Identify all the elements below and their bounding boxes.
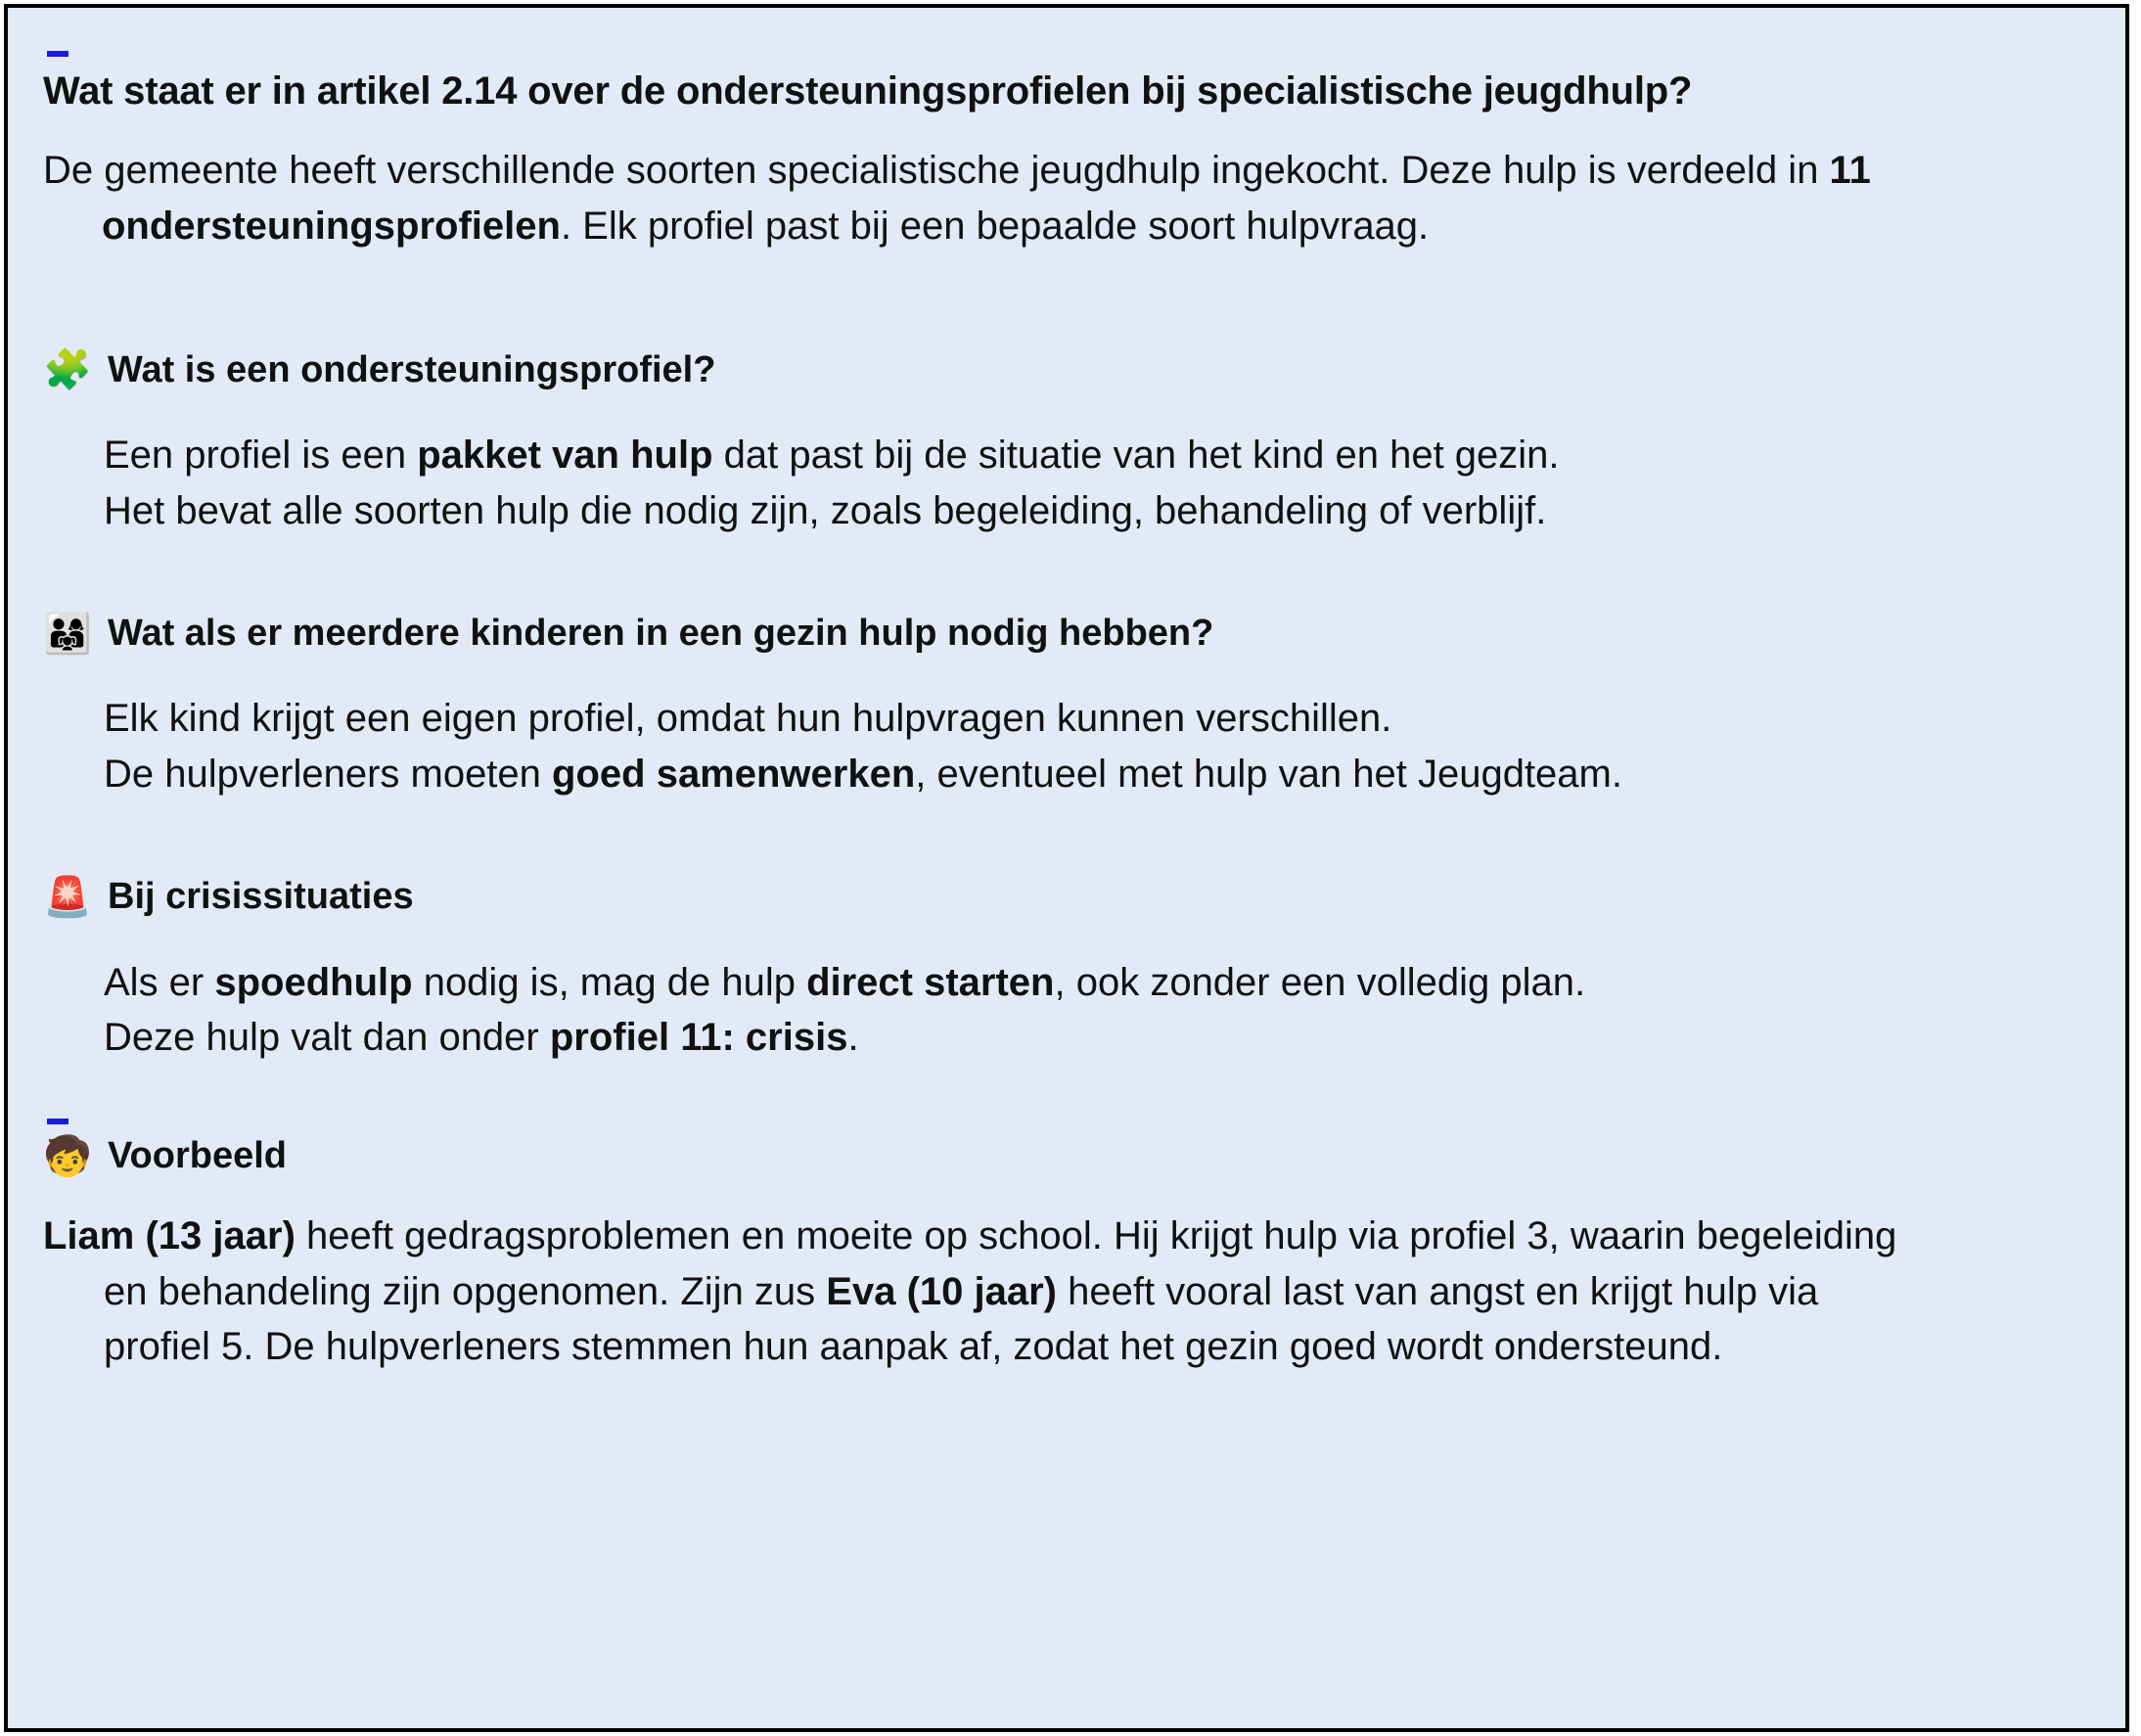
spacer [43,802,2074,875]
s3-l2-a: Deze hulp valt dan onder [104,1016,550,1060]
top-accent-dash [47,51,68,57]
section-heading-label: Wat is een ondersteuningsprofiel? [108,348,716,390]
spacer [43,1066,2074,1113]
s3-l2-b: . [847,1016,859,1060]
s2-l2-a: De hulpverleners moeten [104,753,553,797]
s3-l2-bold: profiel 11: crisis [549,1016,848,1060]
lead-text-b: . Elk profiel past bij een bepaalde soort hulpvraag. [560,204,1430,248]
section-heading-crisissituaties [43,875,2074,920]
lead-text-a: De gemeente heeft verschillende soorten specialistische jeugdhulp ingekocht. Deze hulp is verdeeld in [43,149,1830,192]
rotating-light-icon: 🚨 [43,874,92,920]
lead-profiles-bold: ondersteuningsprofielen [102,204,561,248]
family-icon: 👨‍👩‍👧 [43,611,92,657]
s1-l1-bold: pakket van hulp [417,434,713,478]
ex-l2-a: en behandeling zijn opgenomen. Zijn zus [104,1269,827,1313]
ex-l1-bold: Liam (13 jaar) [43,1213,296,1257]
ex-l2-b: heeft vooral last van angst en krijgt hulp via [1056,1269,1819,1313]
ex-l2-bold: Eva (10 jaar) [826,1269,1057,1313]
s1-l1-a: Een profiel is een [104,434,418,478]
s2-l2-b: , eventueel met hulp van het Jeugdteam. [915,753,1622,797]
s3-l1-bold2: direct starten [806,960,1055,1004]
s2-l1: Elk kind krijgt een eigen profiel, omdat hun hulpvragen kunnen verschillen. [104,697,1392,741]
s3-l1-bold1: spoedhulp [214,960,413,1004]
s2-l2-bold: goed samenwerken [552,753,916,797]
ex-l3: profiel 5. De hulpverleners stemmen hun aanpak af, zodat het gezin goed wordt ondersteund. [104,1325,1723,1369]
section-body-crisissituaties [43,955,2074,1067]
section-heading-label: Wat als er meerdere kinderen in een gezin hulp nodig hebben? [108,612,1214,654]
s3-l1-mid: nodig is, mag de hulp [412,960,807,1004]
s3-l1-a: Als er [104,960,215,1004]
s3-l1-b: , ook zonder een volledig plan. [1054,960,1586,1004]
lead-paragraph [43,143,2059,254]
page-title: Wat staat er in artikel 2.14 over de ondersteuningsprofielen bij specialistische jeugdhulp? [43,69,1693,113]
section-heading-ondersteuningsprofiel [43,348,2074,393]
section-heading-label: Bij crisissituaties [108,875,414,917]
example-accent-dash [47,1119,68,1124]
section-heading-label: Voorbeeld [108,1135,287,1177]
s1-l2: Het bevat alle soorten hulp die nodig zijn, zoals begeleiding, behandeling of verblijf. [104,488,1547,532]
child-face-icon: 🧒 [43,1133,92,1179]
spacer [43,539,2074,612]
lead-count-bold: 11 [1829,149,1871,192]
example-paragraph [43,1209,2069,1375]
document-card [4,4,2129,1732]
section-heading-meerdere-kinderen [43,612,2074,657]
puzzle-piece-icon: 🧩 [43,347,92,393]
section-heading-voorbeeld [43,1134,2074,1179]
ex-l1-rest: heeft gedragsproblemen en moeite op school. Hij krijgt hulp via profiel 3, waarin begeleiding [295,1213,1897,1257]
section-body-meerdere-kinderen [43,691,2074,802]
s1-l1-b: dat past bij de situatie van het kind en het gezin. [712,434,1560,478]
spacer [43,254,2074,348]
section-body-ondersteuningsprofiel [43,428,2074,539]
